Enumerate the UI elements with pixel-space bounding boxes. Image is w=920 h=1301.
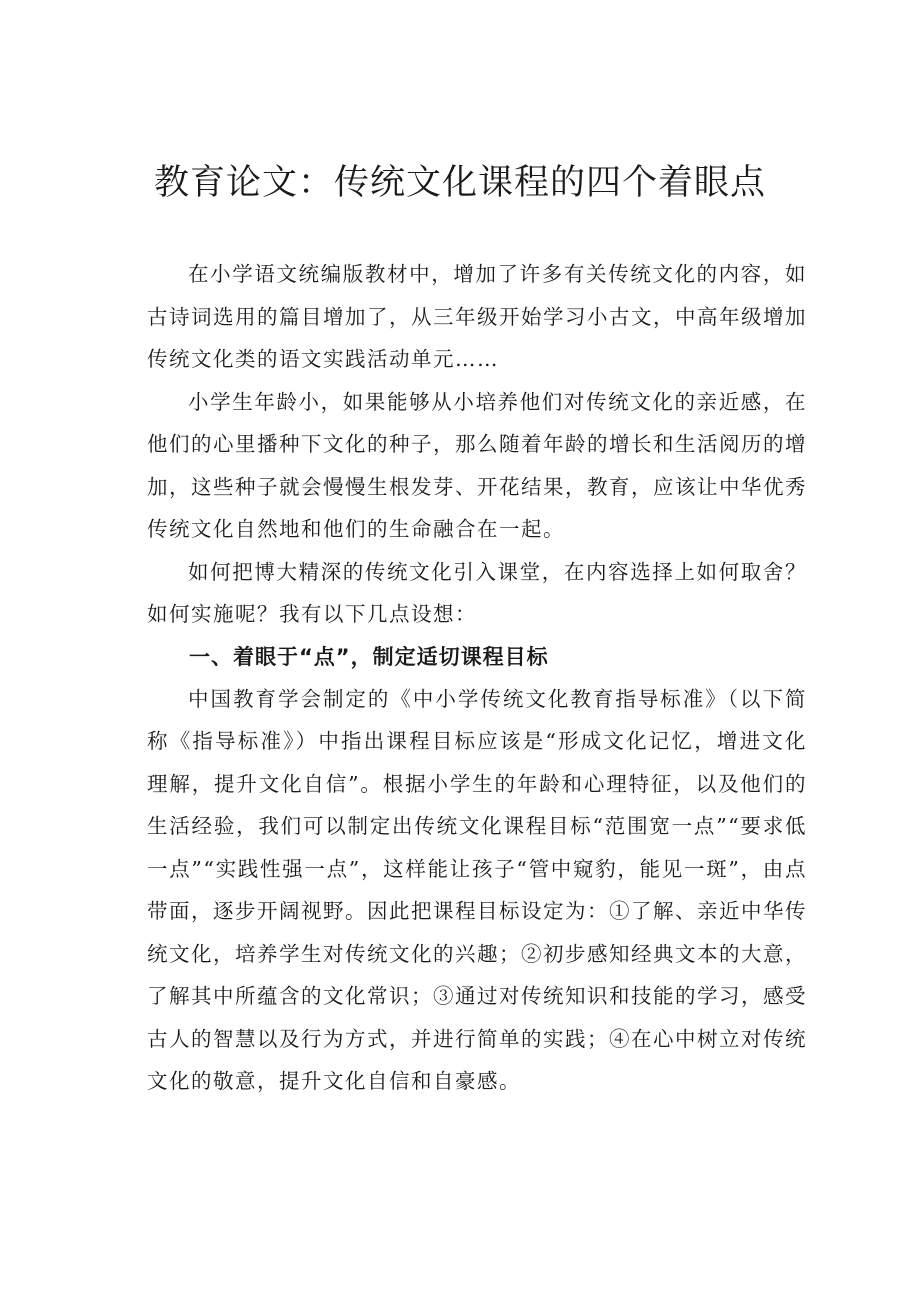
- section-1-heading: 一、着眼于“点”，制定适切课程目标: [189, 644, 549, 669]
- intro-paragraph-1: 在小学语文统编版教材中，增加了许多有关传统文化的内容，如古诗词选用的篇目增加了，从三年级开始学习小古文，中高年级增加传统文化类的语文实践活动单元……: [147, 262, 807, 371]
- intro-paragraph-2: 小学生年龄小，如果能够从小培养他们对传统文化的亲近感，在他们的心里播种下文化的种子，那么随着年龄的增长和生活阅历的增加，这些种子就会慢慢生根发芽、开花结果，教育，应该让中华优秀传统文化自然地和他们的生命融合在一起。: [147, 389, 807, 541]
- document-body: [147, 253, 807, 1103]
- section-1-paragraph: 中国教育学会制定的《中小学传统文化教育指导标准》（以下简称《指导标准》）中指出课程目标应该是“形成文化记忆，增进文化理解，提升文化自信”。根据小学生的年龄和心理特征，以及他们的生活经验，我们可以制定出传统文化课程目标“范围宽一点”“要求低一点”“实践性强一点”，这样能让孩子“管中窥豹，能见一斑”，由点带面，逐步开阔视野。因此把课程目标设定为：①了解、亲近中华传统文化，培养学生对传统文化的兴趣；②初步感知经典文本的大意，了解其中所蕴含的文化常识；③通过对传统知识和技能的学习，感受古人的智慧以及行为方式，并进行简单的实践；④在心中树立对传统文化的敬意，提升文化自信和自豪感。: [147, 686, 807, 1093]
- document-title: 教育论文：传统文化课程的四个着眼点: [153, 163, 766, 203]
- intro-paragraph-3: 如何把博大精深的传统文化引入课堂，在内容选择上如何取舍？如何实施呢？我有以下几点设想：: [147, 559, 807, 626]
